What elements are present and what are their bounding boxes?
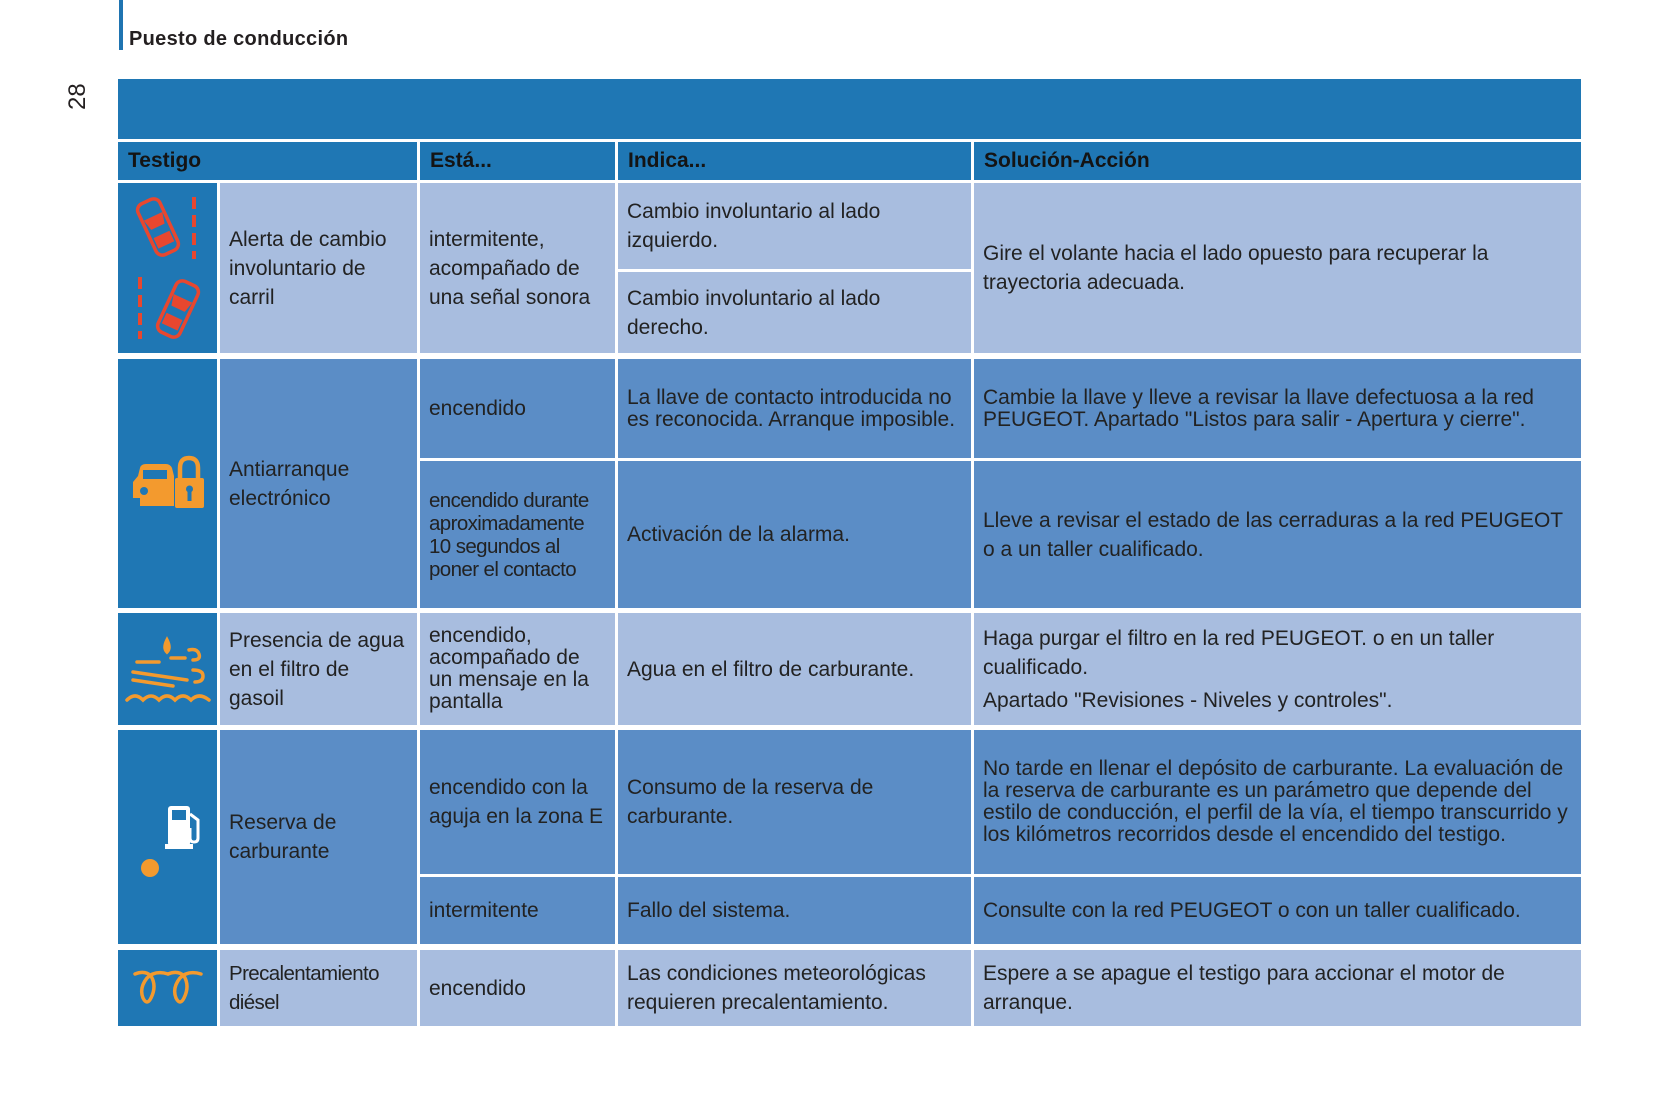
indica-cell: Activación de la alarma. [618, 461, 971, 608]
section-marker [119, 0, 123, 50]
indica-cell: La llave de contacto introducida no es reconocida. Arranque imposible. [618, 359, 971, 458]
solucion-cell: Cambie la llave y lleve a revisar la llave defectuosa a la red PEUGEOT. Apartado "Listos para salir - Apertura y cierre". [974, 359, 1581, 458]
header-esta: Está... [420, 142, 615, 180]
table-row-fuel-reserve [118, 730, 1581, 944]
solucion-cell: No tarde en llenar el depósito de carburante. La evaluación de la reserva de carburante es un parámetro que depende del estilo de conducción, el perfil de la vía, el tiempo transcurrido y los kilómetros recorridos desde el encendido del testigo. [974, 730, 1581, 874]
table-title-band [118, 79, 1581, 139]
testigo-name: Antiarranque electrónico [220, 359, 417, 608]
table-row-immobiliser [118, 359, 1581, 608]
solucion-cell: Haga purgar el filtro en la red PEUGEOT. o en un taller cualificado. Apartado "Revisiones - Niveles y controles". [974, 613, 1581, 725]
indica-cell: Agua en el filtro de carburante. [618, 613, 971, 725]
table-header-row [118, 142, 1581, 180]
solucion-cell: Espere a se apague el testigo para accionar el motor de arranque. [974, 950, 1581, 1026]
section-title: Puesto de conducción [129, 28, 349, 50]
indica-cell: Cambio involuntario al lado derecho. [618, 272, 971, 353]
page-number: 28 [64, 83, 91, 110]
esta-cell: encendido [420, 950, 615, 1026]
esta-cell: encendido con la aguja en la zona E [420, 730, 615, 874]
testigo-name: Reserva de carburante [220, 730, 417, 944]
fuel-pump-icon [118, 730, 217, 944]
header-solucion: Solución-Acción [974, 142, 1581, 180]
header-indica: Indica... [618, 142, 971, 180]
immobiliser-icon [118, 359, 217, 608]
table-row-lane-departure [118, 183, 1581, 353]
solucion-cell: Gire el volante hacia el lado opuesto para recuperar la trayectoria adecuada. [974, 183, 1581, 353]
esta-cell: encendido [420, 359, 615, 458]
solucion-cell: Consulte con la red PEUGEOT o con un taller cualificado. [974, 877, 1581, 944]
indica-cell: Cambio involuntario al lado izquierdo. [618, 183, 971, 269]
glow-plug-icon [118, 950, 217, 1026]
lane-departure-icon [118, 183, 217, 353]
esta-cell: intermitente, acompañado de una señal sonora [420, 183, 615, 353]
testigo-name: Presencia de agua en el filtro de gasoil [220, 613, 417, 725]
indica-cell: Las condiciones meteorológicas requieren precalentamiento. [618, 950, 971, 1026]
testigo-name: Alerta de cambio involuntario de carril [220, 183, 417, 353]
esta-cell: intermitente [420, 877, 615, 944]
water-in-fuel-icon [118, 613, 217, 725]
solucion-cell: Lleve a revisar el estado de las cerraduras a la red PEUGEOT o a un taller cualificado. [974, 461, 1581, 608]
indica-cell: Consumo de la reserva de carburante. [618, 730, 971, 874]
header-testigo: Testigo [118, 142, 417, 180]
indica-cell: Fallo del sistema. [618, 877, 971, 944]
testigo-name: Precalentamiento diésel [220, 950, 417, 1026]
esta-cell: encendido durante aproximadamente 10 segundos al poner el contacto [420, 461, 615, 608]
table-row-water-in-fuel [118, 613, 1581, 725]
table-row-glow-plug [118, 950, 1581, 1026]
esta-cell: encendido, acompañado de un mensaje en la pantalla [420, 613, 615, 725]
